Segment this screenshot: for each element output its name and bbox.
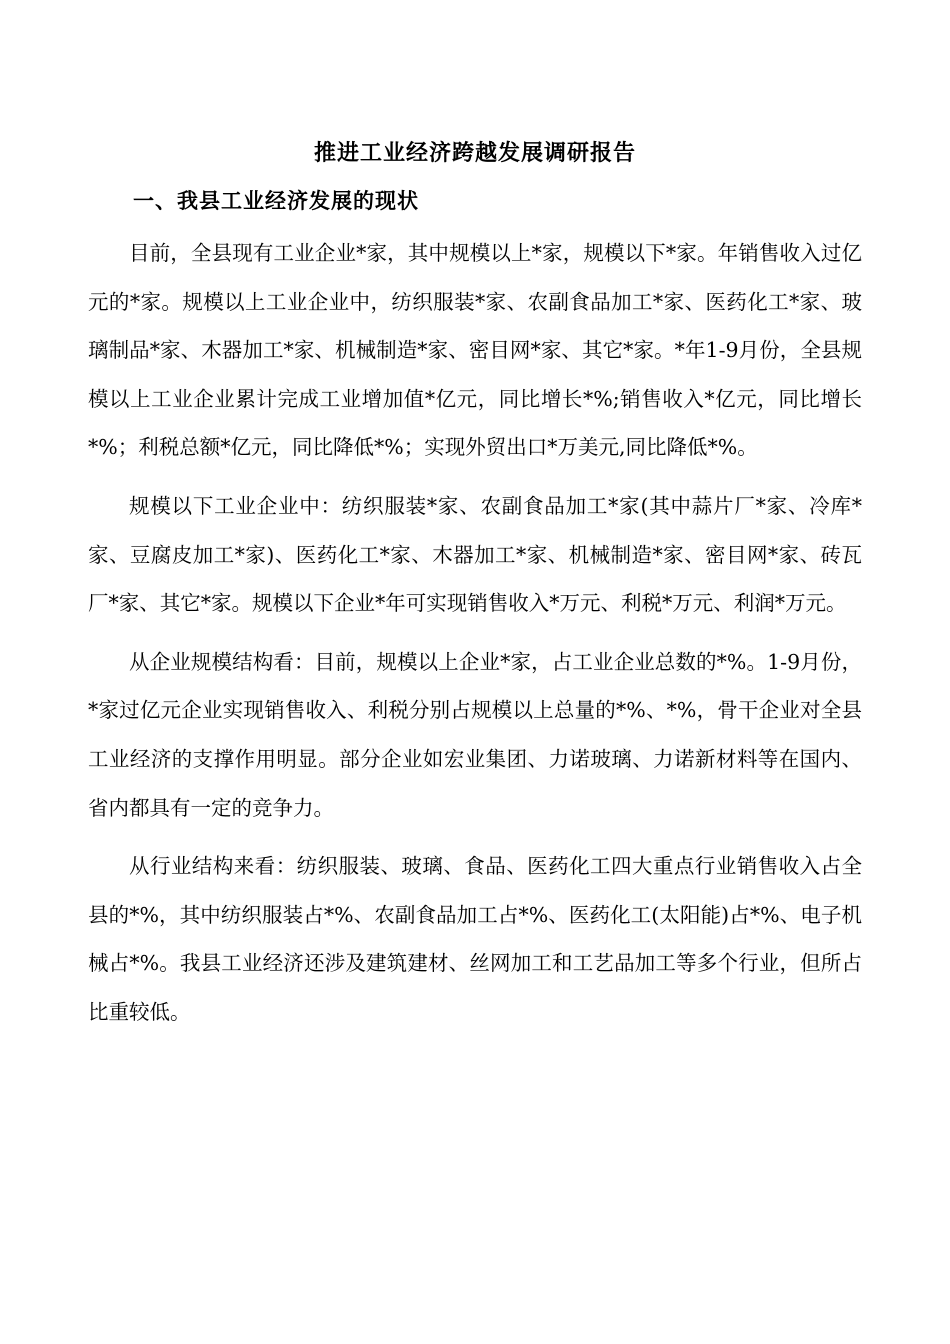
paragraph-3: 从企业规模结构看：目前，规模以上企业*家，占工业企业总数的*%。1-9月份，*家过亿元企业实现销售收入、利税分别占规模以上总量的*%、*%，骨干企业对全县工业经济的支撑作用明显。部分企业如宏业集团、力诺玻璃、力诺新材料等在国内、省内都具有一定的竞争力。: [88, 649, 862, 820]
paragraph-1: 目前，全县现有工业企业*家，其中规模以上*家，规模以下*家。年销售收入过亿元的*家。规模以上工业企业中，纺织服装*家、农副食品加工*家、医药化工*家、玻璃制品*家、木器加工*家、机械制造*家、密目网*家、其它*家。*年1-9月份，全县规模以上工业企业累计完成工业增加值*亿元，同比增长*%;销售收入*亿元，同比增长*%；利税总额*亿元，同比降低*%；实现外贸出口*万美元,同比降低*%。: [88, 241, 862, 460]
document-page: [88, 135, 862, 1047]
document-title: 推进工业经济跨越发展调研报告: [313, 140, 636, 166]
paragraph-2: 规模以下工业企业中：纺织服装*家、农副食品加工*家(其中蒜片厂*家、冷库*家、豆腐皮加工*家)、医药化工*家、木器加工*家、机械制造*家、密目网*家、砖瓦厂*家、其它*家。规模以下企业*年可实现销售收入*万元、利税*万元、利润*万元。: [88, 493, 862, 616]
section-heading: 一、我县工业经济发展的现状: [133, 188, 419, 213]
paragraph-4: 从行业结构来看：纺织服装、玻璃、食品、医药化工四大重点行业销售收入占全县的*%，其中纺织服装占*%、农副食品加工占*%、医药化工(太阳能)占*%、电子机械占*%。我县工业经济还涉及建筑建材、丝网加工和工艺品加工等多个行业，但所占比重较低。: [88, 854, 862, 1024]
